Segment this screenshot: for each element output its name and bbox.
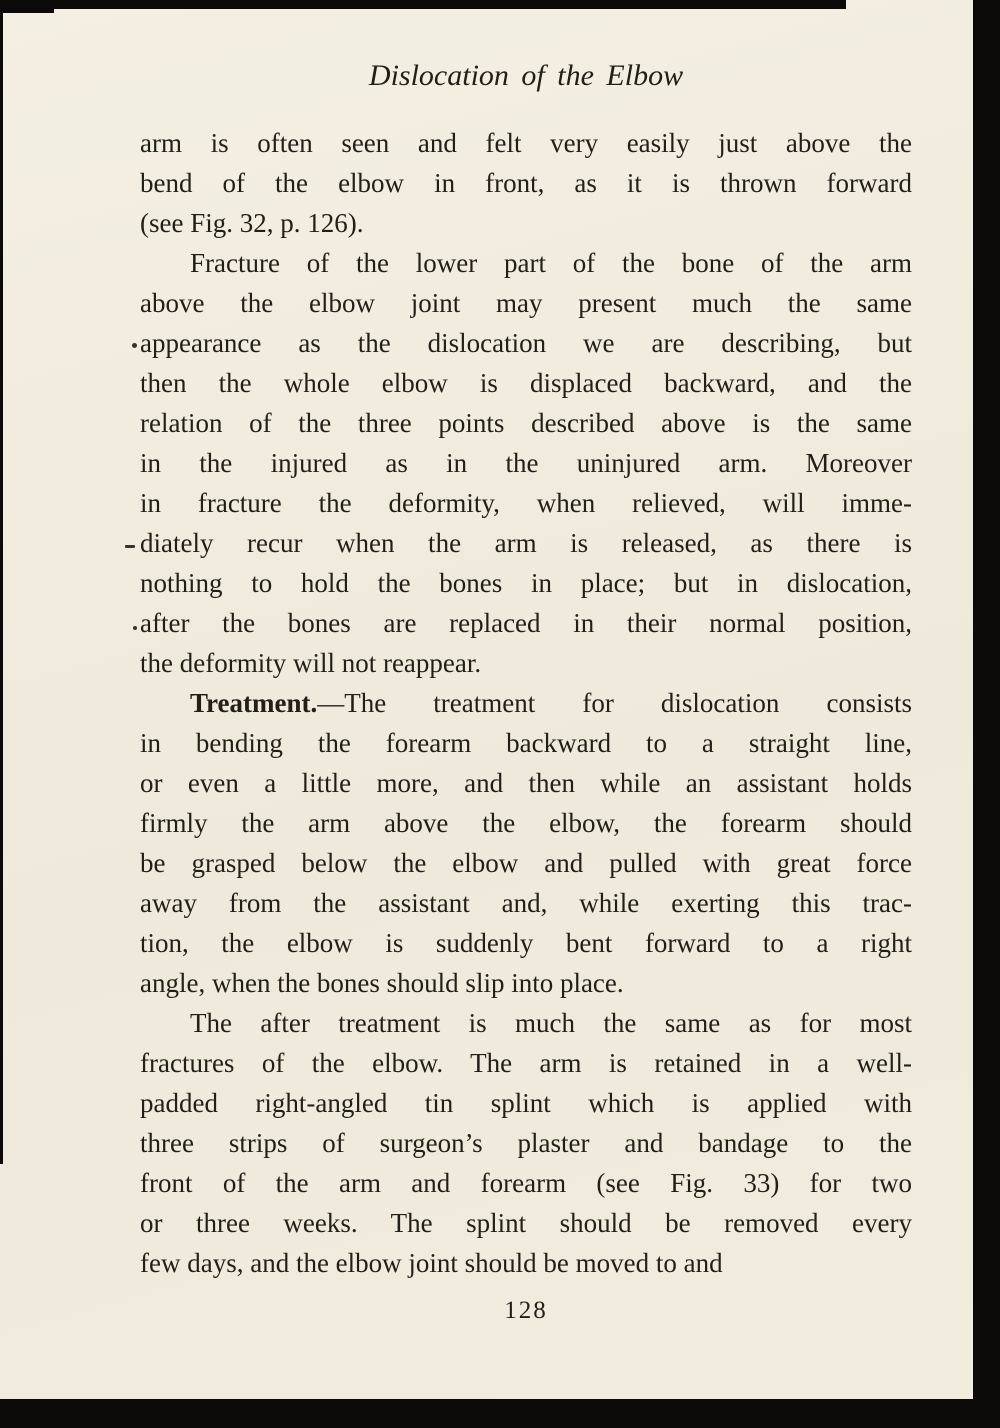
text-line: fractures of the elbow. The arm is retained in a well-	[140, 1048, 912, 1078]
text-line: appearance as the dislocation we are describing, but	[140, 328, 912, 358]
text-line: or even a little more, and then while an assistant holds	[140, 768, 912, 798]
paragraph-2	[140, 243, 912, 683]
text-line: then the whole elbow is displaced backward, and the	[140, 368, 912, 398]
scan-speck	[133, 626, 137, 630]
text-line: Fracture of the lower part of the bone of the arm	[190, 248, 912, 278]
text-line: front of the arm and forearm (see Fig. 33) for two	[140, 1168, 912, 1198]
running-head-title: Dislocation of the Elbow	[368, 59, 684, 92]
scan-border-bottom	[0, 1399, 1000, 1428]
text-line	[140, 683, 912, 723]
scan-speck	[132, 343, 137, 348]
text-line: relation of the three points described above is the same	[140, 408, 912, 438]
text-line: The after treatment is much the same as for most	[190, 1008, 912, 1038]
text-line: angle, when the bones should slip into place.	[140, 968, 624, 998]
text-line: nothing to hold the bones in place; but in dislocation,	[140, 568, 912, 598]
page-content	[140, 0, 912, 1325]
scan-border-right	[973, 0, 1000, 1428]
scan-border-left	[0, 4, 3, 1164]
page-number: 128	[504, 1297, 548, 1324]
text-line: away from the assistant and, while exerting this trac-	[140, 888, 912, 918]
text-line: arm is often seen and felt very easily just above the	[140, 128, 912, 158]
text-line: firmly the arm above the elbow, the forearm should	[140, 808, 912, 838]
text-line: in fracture the deformity, when relieved, will imme-	[140, 488, 912, 518]
text-line: after the bones are replaced in their normal position,	[140, 608, 912, 638]
text-run: —The treatment for dislocation consists	[317, 688, 912, 718]
text-line: (see Fig. 32, p. 126).	[140, 208, 364, 238]
body-text	[140, 123, 912, 1283]
paragraph-4	[140, 1003, 912, 1283]
text-line: in the injured as in the uninjured arm. Moreover	[140, 448, 912, 478]
text-line: diately recur when the arm is released, as there is	[140, 528, 912, 558]
scan-speck	[125, 545, 135, 548]
text-line: or three weeks. The splint should be removed every	[140, 1208, 912, 1238]
text-line: the deformity will not reappear.	[140, 648, 482, 678]
paragraph-1	[140, 123, 912, 243]
text-line: be grasped below the elbow and pulled with great force	[140, 848, 912, 878]
scan-border-top-left	[0, 0, 54, 13]
treatment-label: Treatment.	[190, 688, 318, 718]
text-line: tion, the elbow is suddenly bent forward to a right	[140, 928, 912, 958]
text-line: padded right-angled tin splint which is applied with	[140, 1088, 912, 1118]
paragraph-3-treatment	[140, 683, 912, 1003]
text-line: above the elbow joint may present much the same	[140, 288, 912, 318]
text-line: few days, and the elbow joint should be moved to and	[140, 1248, 723, 1278]
text-line: bend of the elbow in front, as it is thrown forward	[140, 168, 912, 198]
text-line: three strips of surgeon’s plaster and bandage to the	[140, 1128, 912, 1158]
text-line: in bending the forearm backward to a straight line,	[140, 728, 912, 758]
